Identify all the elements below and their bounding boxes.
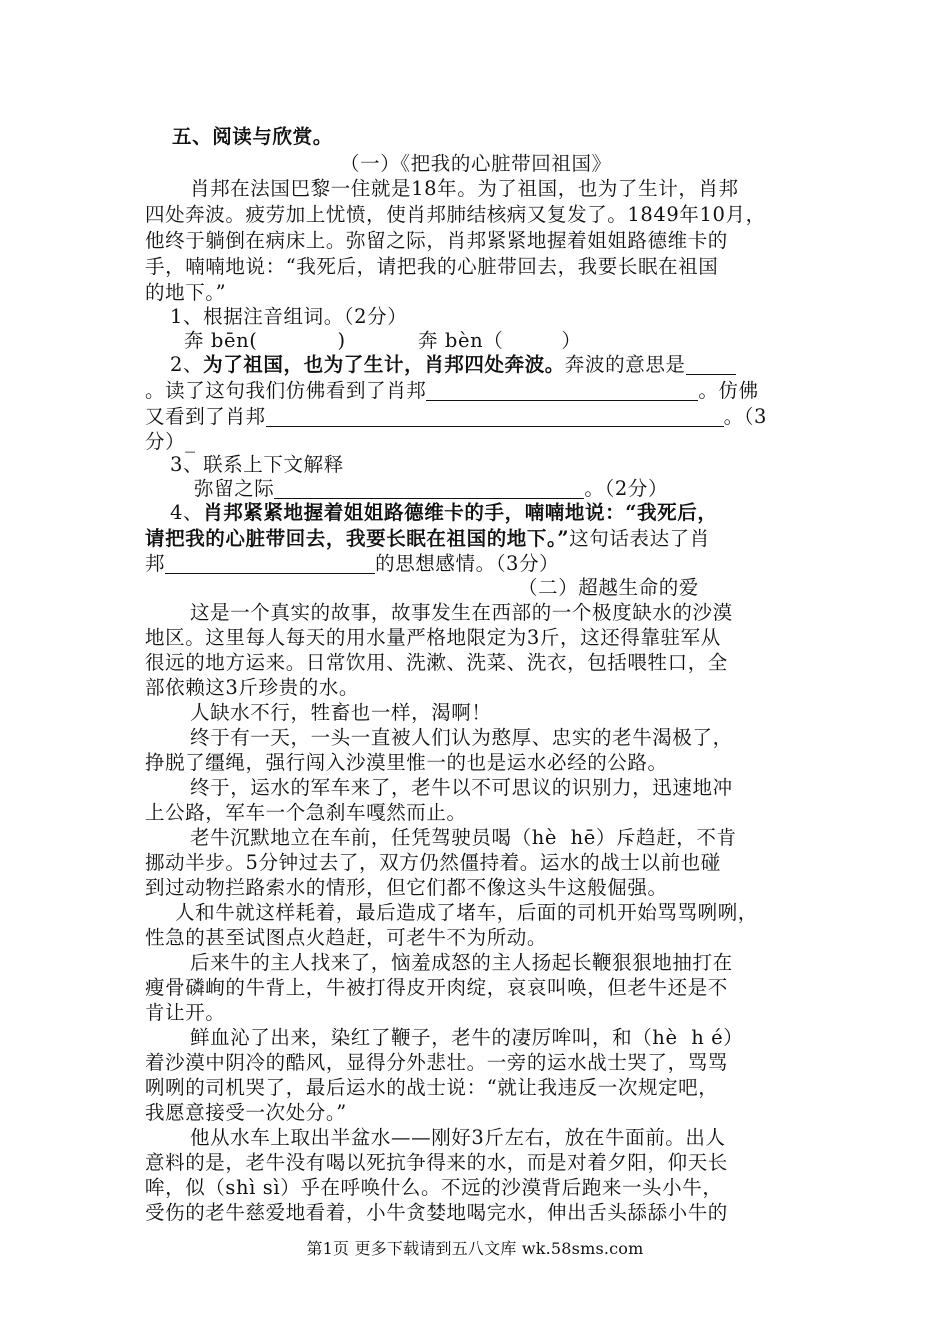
passage2-line: 人缺水不行，牲畜也一样，渴啊！ [190,701,492,724]
passage2-line: 咧咧的司机哭了，最后运水的战士说：“就让我违反一次规定吧， [145,1076,719,1099]
passage2-line: 着沙漠中阴冷的酷风，显得分外悲壮。一旁的运水战士哭了，骂骂 [145,1051,728,1074]
passage2-line: 终于，运水的军车来了，老牛以不可思议的识别力，迅速地冲 [190,776,733,799]
passage2-line: 他从水车上取出半盆水——刚好3斤左右，放在牛面前。出人 [190,1126,726,1149]
passage2-line: 性急的甚至试图点火趋赶，可老牛不为所动。 [145,926,548,949]
passage1-line: 的地下。” [145,281,227,304]
question2-line3: 又看到了肖邦 。（3 [145,405,768,428]
passage1-title: （一）《把我的心脏带回祖国》 [340,152,612,175]
passage2-line: 老牛沉默地立在车前，任凭驾驶员喝（hè hē）斥趋赶，不肯 [190,826,737,849]
answer-blank[interactable] [426,380,698,401]
question4: 4、肖邦紧紧地握着姐姐路德维卡的手，喃喃地说：“我死后， [170,501,718,524]
passage2-line: 到过动物拦路索水的情形，但它们都不像这头牛这般倔强。 [145,876,668,899]
question2: 2、为了祖国，也为了生计，肖邦四处奔波。奔波的意思是 [170,352,736,378]
passage2-line: 挪动半步。5分钟过去了，双方仍然僵持着。运水的战士以前也碰 [145,851,721,874]
question4-line2: 请把我的心脏带回去，我要长眠在祖国的地下。”这句话表达了肖 [145,527,710,550]
answer-blank[interactable] [266,406,724,427]
answer-blank[interactable] [165,553,375,574]
question2-line2: 。读了这句我们仿佛看到了肖邦 。仿佛 [145,379,759,402]
passage1-line: 他终于躺倒在病床上。弥留之际，肖邦紧紧地握着姐姐路德维卡的 [145,229,728,252]
passage2-line: 部依赖这3斤珍贵的水。 [145,676,360,699]
passage2-line: 意料的是，老牛没有喝以死抗争得来的水，而是对着夕阳，仰天长 [145,1151,728,1174]
passage2-line: 瘦骨磷峋的牛背上，牛被打得皮开肉绽，哀哀叫唤，但老牛还是不 [145,976,728,999]
passage2-line: 哞，似（shì sì）乎在呼唤什么。不远的沙漠背后跑来一头小牛， [145,1176,723,1199]
passage2-line: 后来牛的主人找来了，恼羞成怒的主人扬起长鞭狠狠地抽打在 [190,951,733,974]
passage2-line: 挣脱了缰绳，强行闯入沙漠里惟一的也是运水必经的公路。 [145,751,668,774]
passage2-line: 受伤的老牛慈爱地看着，小牛贪婪地喝完水，伸出舌头舔舔小牛的 [145,1201,728,1224]
passage2-line: 终于有一天，一头一直被人们认为憨厚、忠实的老牛渴极了， [190,726,733,749]
passage2-line: 肯让开。 [145,1001,226,1024]
passage2-line: 人和牛就这样耗着，最后造成了堵车，后面的司机开始骂骂咧咧， [175,901,758,924]
passage1-line: 肖邦在法国巴黎一住就是18年。为了祖国，也为了生计，肖邦 [190,177,739,200]
section-heading: 五、阅读与欣赏。 [172,125,333,148]
question3-line: 弥留之际 。（2分） [194,477,669,500]
question1-item-b: 奔 bèn（ ） [418,329,582,352]
question1-item-a: 奔 bēn( ) [184,329,346,352]
passage1-line: 四处奔波。疲劳加上忧愤，使肖邦肺结核病又复发了。1849年10月， [145,203,766,226]
passage2-line: 很远的地方运来。日常饮用、洗漱、洗菜、洗衣，包括喂牲口，全 [145,651,728,674]
question4-line3: 邦 的思想感情。（3分） [145,552,560,575]
page-footer: 第1页 更多下载请到五八文库 wk.58sms.com [306,1239,644,1258]
passage2-line: 这是一个真实的故事，故事发生在西部的一个极度缺水的沙漠 [190,601,733,624]
passage2-line: 上公路，军车一个急刹车嘎然而止。 [145,801,467,824]
passage2-line: 鲜血沁了出来，染红了鞭子，老牛的凄厉哞叫，和（hè h é） [190,1026,744,1049]
answer-blank[interactable] [274,478,584,499]
passage2-title: （二）超越生命的爱 [518,576,699,599]
passage2-line: 地区。这里每人每天的用水量严格地限定为3斤，这还得靠驻军从 [145,626,721,649]
answer-blank[interactable] [686,354,736,375]
question1-stem: 1、根据注音组词。（2分） [170,305,408,328]
passage2-line: 我愿意接受一次处分。” [145,1101,347,1124]
question2-line4: 分）_ [145,430,196,453]
passage1-line: 手，喃喃地说：“我死后，请把我的心脏带回去，我要长眠在祖国 [145,255,719,278]
question3-stem: 3、联系上下文解释 [170,453,344,476]
